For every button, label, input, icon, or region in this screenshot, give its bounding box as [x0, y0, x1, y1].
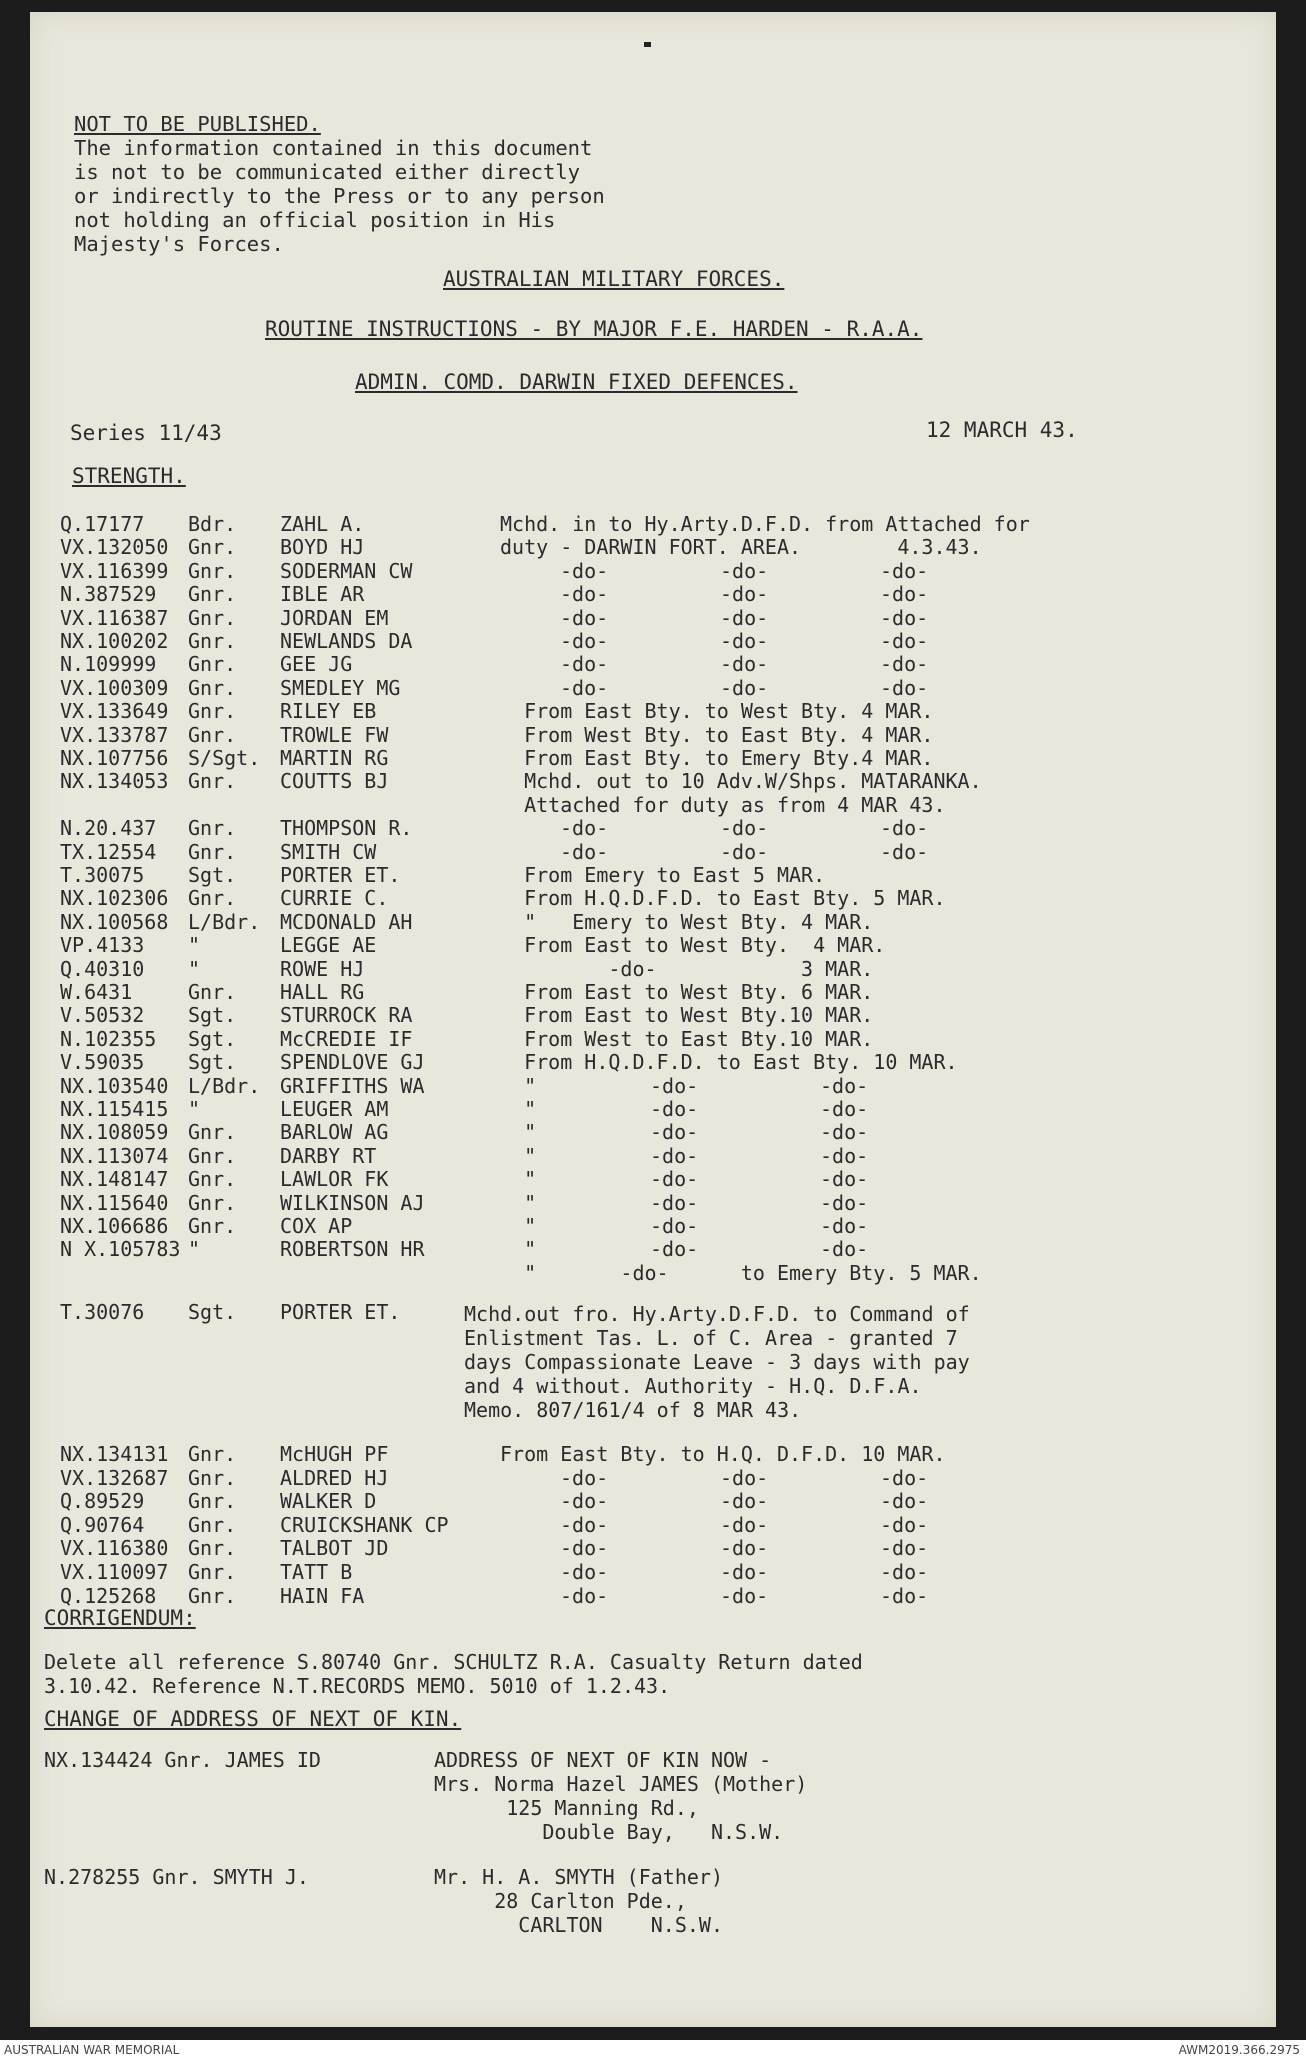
ditto-mark: -do-: [650, 1097, 699, 1121]
table-row: [60, 652, 1250, 676]
rank: ": [188, 1097, 201, 1121]
porter-detail-line: Enlistment Tas. L. of C. Area - granted 7: [464, 1326, 958, 1350]
document-date: 12 MARCH 43.: [926, 418, 1078, 442]
ditto-mark: -do-: [720, 558, 769, 583]
soldier-name: LEUGER AM: [280, 1097, 389, 1121]
ditto-mark: -do-: [560, 605, 609, 630]
not-to-be-published-heading: NOT TO BE PUBLISHED.: [74, 112, 321, 136]
table-row: [60, 816, 1250, 840]
ditto-mark: -do-: [560, 1536, 609, 1561]
soldier-name: PORTER ET.: [280, 1300, 401, 1324]
document-page: [30, 12, 1276, 2027]
ditto-mark: -do-: [560, 1512, 609, 1537]
soldier-name: CRUICKSHANK CP: [280, 1512, 449, 1537]
table-row: [60, 1584, 1250, 1608]
ditto-mark: -do-: [820, 1190, 869, 1215]
ditto-mark: -do-: [560, 839, 609, 864]
ditto-mark: -do-: [880, 1583, 929, 1608]
soldier-name: COX AP: [280, 1214, 353, 1238]
ditto-mark: -do-: [650, 1120, 699, 1145]
soldier-name: STURROCK RA: [280, 1003, 413, 1028]
rank: S/Sgt.: [188, 746, 261, 770]
rank: Bdr.: [188, 512, 237, 536]
ditto-mark: -do-: [720, 839, 769, 864]
soldier-name: TROWLE FW: [280, 722, 389, 747]
soldier-name: GRIFFITHS WA: [280, 1073, 425, 1098]
rank: Gnr.: [188, 1583, 237, 1608]
soldier-name: SMITH CW: [280, 839, 377, 864]
soldier-name: HAIN FA: [280, 1583, 365, 1608]
movement-detail: From West to East Bty.10 MAR.: [500, 1026, 874, 1051]
ditto-mark: -do-: [820, 1167, 869, 1192]
soldier-name: IBLE AR: [280, 582, 365, 607]
address-line: ADDRESS OF NEXT OF KIN NOW -: [434, 1748, 772, 1772]
table-row: [60, 1466, 1250, 1490]
rank: Gnr.: [188, 558, 237, 583]
ditto-mark: -do-: [820, 1237, 869, 1262]
staple-mark: [644, 42, 651, 47]
service-number: N.102355: [60, 1026, 157, 1051]
ditto-mark: -do-: [560, 675, 609, 700]
rank: Gnr.: [188, 699, 237, 724]
soldier-name: THOMPSON R.: [280, 816, 413, 841]
rank: Gnr.: [188, 816, 237, 841]
service-number: NX.134131: [60, 1442, 169, 1466]
service-number: V.50532: [60, 1003, 145, 1028]
archive-caption-left: AUSTRALIAN WAR MEMORIAL: [4, 2043, 180, 2057]
movement-detail: From H.Q.D.F.D. to East Bty. 10 MAR.: [500, 1050, 958, 1075]
movement-detail: From East Bty. to West Bty. 4 MAR.: [500, 699, 934, 724]
movement-detail: From Emery to East 5 MAR.: [500, 863, 826, 887]
table-row: [60, 886, 1250, 910]
notice-line: or indirectly to the Press or to any person: [74, 184, 605, 208]
rank: Gnr.: [188, 769, 237, 794]
ditto-mark: -do-: [560, 1560, 609, 1584]
service-number: NX.107756: [60, 746, 169, 770]
rank: Gnr.: [188, 535, 237, 560]
table-row: [60, 1513, 1250, 1537]
rank: Gnr.: [188, 1465, 237, 1490]
table-row: [60, 1027, 1250, 1051]
table-row: [60, 1097, 1250, 1121]
soldier-name: ALDRED HJ: [280, 1465, 389, 1490]
service-number: TX.12554: [60, 839, 157, 864]
rank: Gnr.: [188, 582, 237, 607]
ditto-mark: -do-: [880, 1536, 929, 1561]
ditto-mark: -do-: [560, 1583, 609, 1608]
ditto-mark: -do-: [880, 1489, 929, 1514]
table-row: [60, 699, 1250, 723]
soldier-name: ROBERTSON HR: [280, 1237, 425, 1262]
ditto-mark: -do-: [880, 1465, 929, 1490]
table-row: [60, 629, 1250, 653]
soldier-name: SPENDLOVE GJ: [280, 1050, 425, 1075]
notice-line: is not to be communicated either directly: [74, 160, 581, 184]
soldier-name: MCDONALD AH: [280, 909, 413, 934]
ditto-mark: -do-: [720, 1583, 769, 1608]
soldier-name: BOYD HJ: [280, 535, 365, 560]
notice-line: Majesty's Forces.: [74, 232, 284, 256]
service-number: NX.100568: [60, 909, 169, 934]
movement-detail: From West Bty. to East Bty. 4 MAR.: [500, 722, 934, 747]
rank: Gnr.: [188, 652, 237, 677]
series-number: Series 11/43: [70, 421, 222, 445]
porter-detail-line: days Compassionate Leave - 3 days with pay: [464, 1350, 970, 1374]
movement-detail: -do- 3 MAR.: [500, 956, 874, 981]
ditto-mark: -do-: [650, 1237, 699, 1262]
table-row: [60, 1120, 1250, 1144]
ditto-mark: -do-: [720, 1465, 769, 1490]
table-row: [60, 1560, 1250, 1584]
service-number: V.59035: [60, 1050, 145, 1075]
rank: Gnr.: [188, 839, 237, 864]
rank: Gnr.: [188, 1120, 237, 1145]
service-number: T.30076: [60, 1300, 145, 1324]
table-row: [60, 1003, 1250, 1027]
movement-detail: Mchd. out to 10 Adv.W/Shps. MATARANKA.: [500, 769, 982, 794]
soldier-name: SMEDLEY MG: [280, 675, 401, 700]
table-row: [60, 723, 1250, 747]
service-number: NX.115415: [60, 1097, 169, 1121]
ditto-mark: -do-: [720, 1536, 769, 1561]
ditto-mark: -do-: [650, 1167, 699, 1192]
movement-detail: ": [500, 1167, 537, 1192]
table-row: [60, 559, 1250, 583]
table-row: [60, 933, 1250, 957]
soldier-name: DARBY RT: [280, 1143, 377, 1168]
rank: Sgt.: [188, 1003, 237, 1028]
movement-detail: From H.Q.D.F.D. to East Bty. 5 MAR.: [500, 886, 946, 911]
service-number: VX.133787: [60, 722, 169, 747]
service-number: NX.113074: [60, 1143, 169, 1168]
table-row: [60, 1144, 1250, 1168]
service-number: NX.103540: [60, 1073, 169, 1098]
ditto-mark: -do-: [720, 1512, 769, 1537]
soldier-name: COUTTS BJ: [280, 769, 389, 794]
ditto-mark: -do-: [820, 1143, 869, 1168]
address-line: CARLTON N.S.W.: [434, 1913, 723, 1937]
service-number: NX.134053: [60, 769, 169, 794]
movement-detail: From East Bty. to H.Q. D.F.D. 10 MAR.: [500, 1442, 946, 1466]
movement-detail: ": [500, 1214, 537, 1238]
ditto-mark: -do-: [880, 558, 929, 583]
rank: Sgt.: [188, 1050, 237, 1075]
ditto-mark: -do-: [820, 1073, 869, 1098]
ditto-mark: -do-: [560, 1489, 609, 1514]
service-number: NX.102306: [60, 886, 169, 911]
movement-detail: Attached for duty as from 4 MAR 43.: [500, 792, 946, 817]
table-row: [60, 957, 1250, 981]
movement-detail: ": [500, 1097, 537, 1121]
soldier-name: MARTIN RG: [280, 746, 389, 770]
service-number: N.387529: [60, 582, 157, 607]
table-row: [60, 910, 1250, 934]
ditto-mark: -do-: [560, 1465, 609, 1490]
ditto-mark: -do-: [880, 1560, 929, 1584]
ditto-mark: -do-: [560, 652, 609, 677]
service-number: Q.17177: [60, 512, 145, 536]
ditto-mark: -do-: [880, 629, 929, 653]
change-of-address-heading: CHANGE OF ADDRESS OF NEXT OF KIN.: [44, 1707, 462, 1731]
ditto-mark: -do-: [880, 839, 929, 864]
service-number: N.109999: [60, 652, 157, 677]
service-number: T.30075: [60, 863, 145, 887]
rank: Gnr.: [188, 1512, 237, 1537]
notice-line: The information contained in this document: [74, 136, 593, 160]
service-number: NX.100202: [60, 629, 169, 653]
rank: Gnr.: [188, 605, 237, 630]
soldier-name: ZAHL A.: [280, 512, 365, 536]
ditto-mark: -do-: [720, 1489, 769, 1514]
rank: ": [188, 933, 201, 958]
rank: Gnr.: [188, 1560, 237, 1584]
movement-detail: " Emery to West Bty. 4 MAR.: [500, 909, 874, 934]
address-line: Double Bay, N.S.W.: [434, 1820, 784, 1844]
table-row: [60, 1167, 1250, 1191]
rank: L/Bdr.: [188, 909, 261, 934]
movement-detail: ": [500, 1237, 537, 1262]
ditto-mark: -do-: [720, 816, 769, 841]
ditto-mark: -do-: [820, 1120, 869, 1145]
ditto-mark: -do-: [820, 1097, 869, 1121]
ditto-mark: -do-: [820, 1214, 869, 1238]
soldier-name: WALKER D: [280, 1489, 377, 1514]
movement-detail: From East to West Bty. 4 MAR.: [500, 933, 886, 958]
service-number: VX.116380: [60, 1536, 169, 1561]
table-row: [60, 980, 1250, 1004]
ditto-mark: -do-: [650, 1190, 699, 1215]
table-row: [60, 1050, 1250, 1074]
rank: Sgt.: [188, 1300, 237, 1324]
service-number: VX.132050: [60, 535, 169, 560]
addressee-soldier: N.278255 Gnr. SMYTH J.: [44, 1865, 309, 1889]
service-number: NX.108059: [60, 1120, 169, 1145]
ditto-mark: -do-: [880, 1512, 929, 1537]
movement-detail: From East to West Bty.10 MAR.: [500, 1003, 874, 1028]
strength-heading: STRENGTH.: [72, 464, 186, 488]
service-number: NX.148147: [60, 1167, 169, 1192]
ditto-mark: -do-: [720, 652, 769, 677]
soldier-name: LEGGE AE: [280, 933, 377, 958]
rank: Gnr.: [188, 722, 237, 747]
corrigendum-line: 3.10.42. Reference N.T.RECORDS MEMO. 5010 of 1.2.43.: [44, 1674, 671, 1698]
table-row: [60, 840, 1250, 864]
rank: L/Bdr.: [188, 1073, 261, 1098]
archive-caption-right: AWM2019.366.2975: [1178, 2043, 1300, 2057]
soldier-name: HALL RG: [280, 980, 365, 1004]
soldier-name: BARLOW AG: [280, 1120, 389, 1145]
rank: Gnr.: [188, 1214, 237, 1238]
table-row: [60, 535, 1250, 559]
rank: Gnr.: [188, 629, 237, 653]
rank: ": [188, 956, 201, 981]
ditto-mark: -do-: [560, 582, 609, 607]
ditto-mark: -do-: [560, 558, 609, 583]
table-row: [60, 1214, 1250, 1238]
table-row: [60, 863, 1250, 887]
rank: ": [188, 1237, 201, 1262]
service-number: VX.110097: [60, 1560, 169, 1584]
corrigendum-heading: CORRIGENDUM:: [44, 1606, 196, 1630]
porter-detail-line: Mchd.out fro. Hy.Arty.D.F.D. to Command of: [464, 1302, 970, 1326]
ditto-mark: -do-: [880, 675, 929, 700]
service-number: N X.105783: [60, 1237, 181, 1262]
soldier-name: TATT B: [280, 1560, 353, 1584]
service-number: N.20.437: [60, 816, 157, 841]
table-row: [60, 1191, 1250, 1215]
rank: Gnr.: [188, 1143, 237, 1168]
ditto-mark: -do-: [560, 816, 609, 841]
ditto-mark: -do-: [720, 605, 769, 630]
ditto-mark: -do-: [720, 675, 769, 700]
rank: Gnr.: [188, 1489, 237, 1514]
ditto-mark: -do-: [560, 629, 609, 653]
rank: Gnr.: [188, 1190, 237, 1215]
movement-detail: " -do- to Emery Bty. 5 MAR.: [500, 1260, 982, 1285]
table-row: [60, 1074, 1250, 1098]
soldier-name: SODERMAN CW: [280, 558, 413, 583]
service-number: VX.116387: [60, 605, 169, 630]
soldier-name: RILEY EB: [280, 699, 377, 724]
service-number: Q.125268: [60, 1583, 157, 1608]
soldier-name: ROWE HJ: [280, 956, 365, 981]
address-line: 125 Manning Rd.,: [434, 1796, 699, 1820]
rank: Gnr.: [188, 1536, 237, 1561]
service-number: Q.89529: [60, 1489, 145, 1514]
service-number: Q.40310: [60, 956, 145, 981]
service-number: VX.133649: [60, 699, 169, 724]
movement-detail: ": [500, 1120, 537, 1145]
table-row: [60, 769, 1250, 793]
ditto-mark: -do-: [720, 629, 769, 653]
movement-detail: From East to West Bty. 6 MAR.: [500, 980, 874, 1004]
movement-detail: ": [500, 1190, 537, 1215]
command-title: ADMIN. COMD. DARWIN FIXED DEFENCES.: [355, 370, 798, 394]
notice-line: not holding an official position in His: [74, 208, 556, 232]
table-row: [60, 1261, 1250, 1285]
porter-detail-line: and 4 without. Authority - H.Q. D.F.A.: [464, 1374, 922, 1398]
soldier-name: McCREDIE IF: [280, 1026, 413, 1051]
ditto-mark: -do-: [720, 582, 769, 607]
rank: Sgt.: [188, 863, 237, 887]
service-number: VX.132687: [60, 1465, 169, 1490]
rank: Gnr.: [188, 980, 237, 1004]
soldier-name: McHUGH PF: [280, 1442, 389, 1466]
porter-detail-line: Memo. 807/161/4 of 8 MAR 43.: [464, 1398, 802, 1422]
address-line: Mrs. Norma Hazel JAMES (Mother): [434, 1772, 808, 1796]
table-row: [60, 606, 1250, 630]
forces-title: AUSTRALIAN MILITARY FORCES.: [443, 267, 785, 291]
service-number: W.6431: [60, 980, 133, 1004]
address-line: 28 Carlton Pde.,: [434, 1889, 687, 1913]
table-row: [60, 512, 1250, 536]
movement-detail: duty - DARWIN FORT. AREA. 4.3.43.: [500, 535, 982, 560]
service-number: Q.90764: [60, 1512, 145, 1537]
soldier-name: GEE JG: [280, 652, 353, 677]
rank: Sgt.: [188, 1026, 237, 1051]
table-row: [60, 746, 1250, 770]
routine-instructions-title: ROUTINE INSTRUCTIONS - BY MAJOR F.E. HARDEN - R.A.A.: [265, 317, 923, 341]
service-number: NX.115640: [60, 1190, 169, 1215]
movement-detail: From East Bty. to Emery Bty.4 MAR.: [500, 746, 934, 770]
movement-detail: Mchd. in to Hy.Arty.D.F.D. from Attached for: [500, 512, 1030, 536]
table-row: [60, 793, 1250, 817]
table-row: [60, 1489, 1250, 1513]
ditto-mark: -do-: [880, 582, 929, 607]
ditto-mark: -do-: [650, 1143, 699, 1168]
table-row: [60, 676, 1250, 700]
service-number: VX.116399: [60, 558, 169, 583]
service-number: NX.106686: [60, 1214, 169, 1238]
ditto-mark: -do-: [720, 1560, 769, 1584]
ditto-mark: -do-: [880, 605, 929, 630]
corrigendum-line: Delete all reference S.80740 Gnr. SCHULTZ R.A. Casualty Return dated: [44, 1650, 863, 1674]
soldier-name: JORDAN EM: [280, 605, 389, 630]
soldier-name: TALBOT JD: [280, 1536, 389, 1561]
soldier-name: NEWLANDS DA: [280, 629, 413, 653]
ditto-mark: -do-: [880, 652, 929, 677]
table-row: [60, 1536, 1250, 1560]
movement-detail: ": [500, 1143, 537, 1168]
movement-detail: ": [500, 1073, 537, 1098]
table-row: [60, 1442, 1250, 1466]
rank: Gnr.: [188, 675, 237, 700]
soldier-name: LAWLOR FK: [280, 1167, 389, 1192]
ditto-mark: -do-: [880, 816, 929, 841]
addressee-soldier: NX.134424 Gnr. JAMES ID: [44, 1748, 321, 1772]
soldier-name: CURRIE C.: [280, 886, 389, 911]
table-row: [60, 582, 1250, 606]
rank: Gnr.: [188, 886, 237, 911]
service-number: VP.4133: [60, 933, 145, 958]
ditto-mark: -do-: [650, 1073, 699, 1098]
soldier-name: PORTER ET.: [280, 863, 401, 887]
rank: Gnr.: [188, 1167, 237, 1192]
soldier-name: WILKINSON AJ: [280, 1190, 425, 1215]
table-row: [60, 1237, 1250, 1261]
address-line: Mr. H. A. SMYTH (Father): [434, 1865, 723, 1889]
ditto-mark: -do-: [650, 1214, 699, 1238]
service-number: VX.100309: [60, 675, 169, 700]
rank: Gnr.: [188, 1442, 237, 1466]
